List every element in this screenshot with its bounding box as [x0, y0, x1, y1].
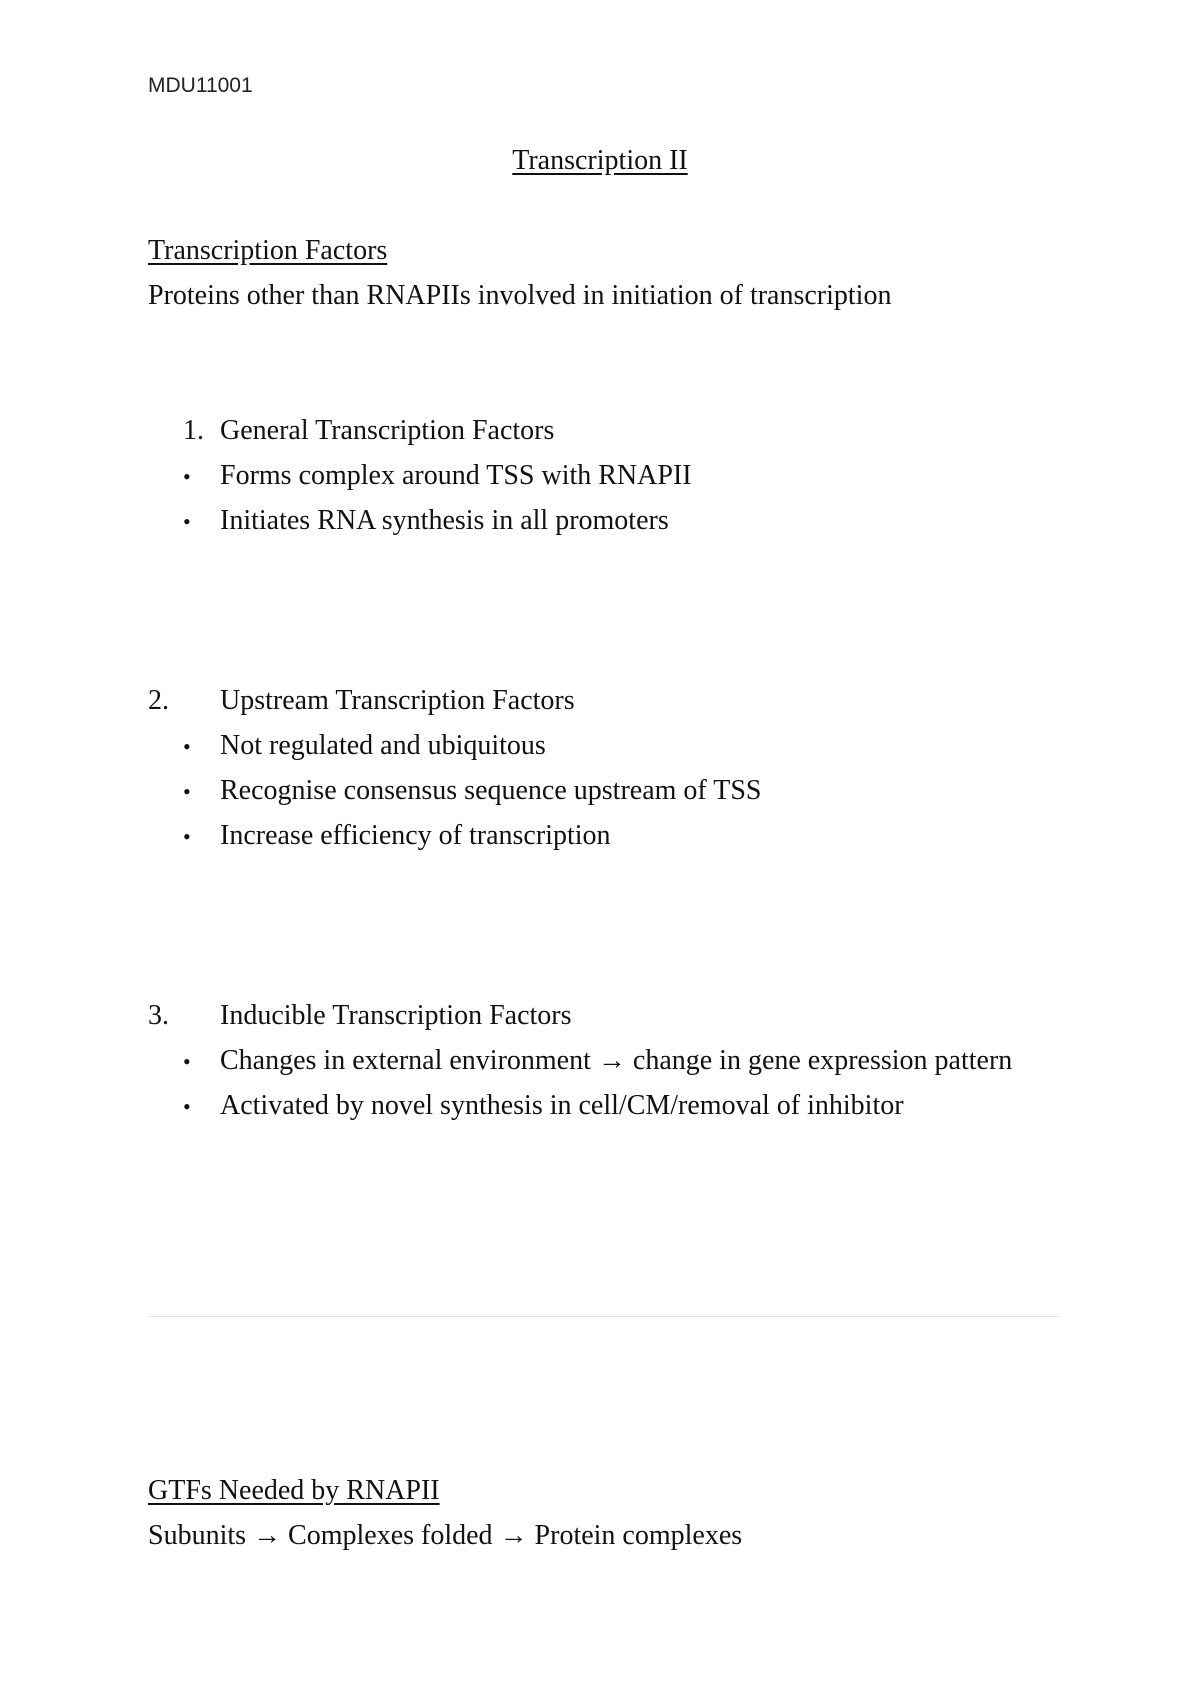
bullet-text: Changes in external environment → change in gene expression pattern: [220, 1045, 1013, 1076]
bullet-icon: •: [183, 464, 191, 489]
bullet-icon: •: [183, 509, 191, 534]
list-item-upstream-transcription-factors: Upstream Transcription Factors: [220, 685, 575, 716]
list-number-1: 1.: [183, 415, 204, 446]
bullet-text: Forms complex around TSS with RNAPII: [220, 460, 692, 491]
section-heading-transcription-factors: Transcription Factors: [148, 235, 388, 266]
list-item-general-transcription-factors: General Transcription Factors: [220, 415, 555, 446]
page-title: Transcription II: [512, 145, 688, 176]
list-item-inducible-transcription-factors: Inducible Transcription Factors: [220, 1000, 572, 1031]
bullet-text: Recognise consensus sequence upstream of TSS: [220, 775, 762, 806]
list-number-3: 3.: [148, 1000, 169, 1031]
section-heading-gtfs-needed: GTFs Needed by RNAPII: [148, 1475, 440, 1506]
bullet-text: Not regulated and ubiquitous: [220, 730, 546, 761]
bullet-icon: •: [183, 1049, 191, 1074]
bullet-text: Increase efficiency of transcription: [220, 820, 611, 851]
bullet-icon: •: [183, 1094, 191, 1119]
list-number-2: 2.: [148, 685, 169, 716]
section-intro: Proteins other than RNAPIIs involved in initiation of transcription: [148, 280, 892, 311]
bullet-text: Initiates RNA synthesis in all promoters: [220, 505, 669, 536]
bullet-text: Activated by novel synthesis in cell/CM/removal of inhibitor: [220, 1090, 904, 1121]
course-code: MDU11001: [148, 74, 253, 97]
page-divider: [148, 1316, 1060, 1317]
bullet-icon: •: [183, 779, 191, 804]
bullet-icon: •: [183, 824, 191, 849]
section-intro-gtfs: Subunits → Complexes folded → Protein complexes: [148, 1520, 743, 1551]
bullet-icon: •: [183, 734, 191, 759]
